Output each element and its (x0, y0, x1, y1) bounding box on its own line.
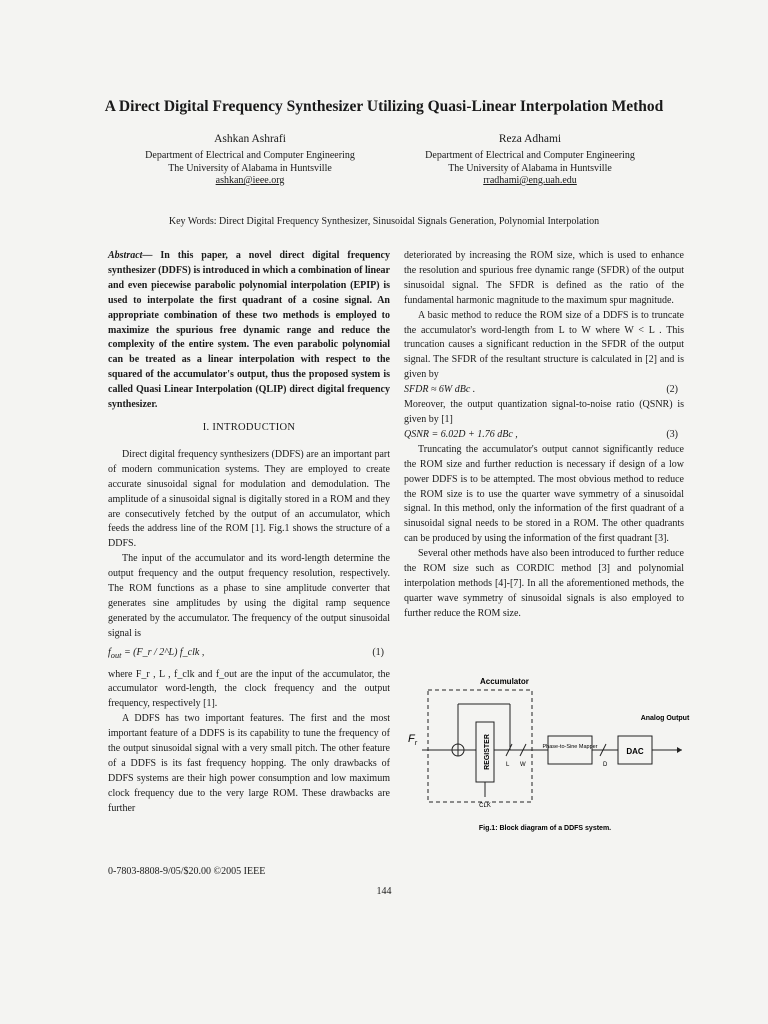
equation-2-number: (2) (666, 384, 678, 396)
section-heading-introduction: I. INTRODUCTION (202, 421, 296, 433)
author-email-1[interactable]: ashkan@ieee.org (215, 175, 285, 186)
equation-2-text: SFDR ≈ 6W dBc . (404, 384, 476, 396)
author-email-2[interactable]: rradhami@eng.uah.edu (483, 175, 577, 186)
author-name-1: Ashkan Ashrafi (214, 133, 286, 145)
intro-paragraph-3: where F_r , L , f_clk and f_out are the input of the accumulator, the accumulator word-length, the clock frequency and the output frequency, respectively [1]. (108, 668, 390, 710)
right-paragraph-1: deteriorated by increasing the ROM size, which is used to enhance the resolution and spurious free dynamic range (SFDR) of the output sinusoidal signal. The SFDR is defined as the ratio of the fundamental harmonic magnitude to the maximum spur magnitude. (404, 250, 684, 306)
intro-paragraph-2: The input of the accumulator and its word-length determine the output frequency and the output frequency resolution, respectively. The ROM functions as a phase to sine amplitude converter that generates sine amplitudes by using the digital ramp sequence generated by the accumulator. The frequency of the output sinusoidal signal is (108, 553, 390, 639)
author-affiliation-1 (130, 150, 370, 188)
equation-1 (108, 646, 390, 664)
keywords: Key Words: Direct Digital Frequency Synthesizer, Sinusoidal Signals Generation, Polynomial Interpolation (168, 216, 600, 227)
output-arrow-icon (677, 747, 682, 753)
paper-title: A Direct Digital Frequency Synthesizer Utilizing Quasi-Linear Interpolation Method (104, 98, 664, 115)
copyright-footer: 0-7803-8808-9/05/$20.00 ©2005 IEEE (108, 866, 266, 877)
author-affiliation-2 (405, 150, 655, 188)
analog-output-label: Analog Output (640, 715, 690, 722)
accumulator-label: Accumulator (480, 677, 529, 686)
equation-1-text: $f_{out}$ = (F_r / 2^L) f_clk , (108, 646, 205, 660)
right-paragraph-4: Truncating the accumulator's output cannot significantly reduce the ROM size and further reduction is necessary if design of a low power DDFS is to be attempted. The most obvious method to reduce the ROM size is to use the quarter wave symmetry of a sinusoidal signal. In this method, only the information of the first quadrant of a sinusoidal signal needs to be stored in a ROM. The other quadrants can be produced by using the information of the first quadrant [3]. (404, 443, 684, 545)
right-column (404, 249, 684, 622)
right-paragraph-3: Moreover, the output quantization signal-to-noise ratio (QSNR) is given by [1] (404, 399, 684, 425)
figure-1-block-diagram (400, 672, 690, 842)
right-paragraph-2: A basic method to reduce the ROM size of a DDFS is to truncate the accumulator's word-length from L to W where W < L . This truncation causes a significant reduction in the SFDR of the output signal. The SFDR of the resultant structure is calculated in [2] and is given by (404, 309, 684, 381)
abstract-text: In this paper, a novel direct digital frequency synthesizer (DDFS) is introduced in which a combination of linear and even piecewise parabolic polynomial interpolation (EPIP) is used to interpolate the first quadrant of a cosine signal. An appropriate combination of these two methods is employed to maximize the spurious free dynamic range and reduce the complexity of the entire system. The even parabolic polynomial can be treated as a linear interpolation with respect to the squared of the accumulator's output, thus the proposed system is called Quasi Linear Interpolation (QLIP) direct digital frequency synthesizer. (108, 250, 390, 411)
equation-2 (404, 383, 684, 398)
register-label: REGISTER (484, 734, 491, 770)
left-column (108, 249, 390, 817)
clk-label: CLK (479, 803, 491, 809)
mapper-label: Phase-to-Sine Mapper (542, 744, 598, 750)
equation-3 (404, 428, 684, 443)
equation-1-number: (1) (372, 646, 384, 658)
figure-1-caption: Fig.1: Block diagram of a DDFS system. (478, 825, 612, 832)
equation-3-text: QSNR = 6.02D + 1.76 dBc , (404, 428, 518, 440)
author-univ-1: The University of Alabama in Huntsville (168, 162, 332, 174)
bus-label-w: W (520, 762, 526, 768)
author-univ-2: The University of Alabama in Huntsville (448, 162, 612, 174)
equation-3-number: (3) (666, 428, 678, 440)
phase-to-sine-mapper-block (548, 736, 592, 764)
right-paragraph-5: Several other methods have also been introduced to further reduce the ROM size such as CORDIC method [3] and polynomial interpolation methods [4]-[7]. In all the aforementioned methods, the quarter wave symmetry of sinusoidal signals is also employed to further reduce the ROM size. (404, 548, 684, 619)
abstract-lead: Abstract— (108, 250, 153, 261)
dac-label: DAC (626, 747, 644, 756)
intro-paragraph-4: A DDFS has two important features. The first and the most important feature of a DDFS is its capability to tune the frequency of the output sinusoidal signal with a very small pitch. The other feature of a DDFS is its fast frequency hopping. The only drawbacks of DDFS systems are their high power consumption and low maximum clock frequency due to the very large ROM. These drawbacks are further (108, 713, 390, 814)
intro-paragraph-1: Direct digital frequency synthesizers (DDFS) are an important part of modern communication systems. They are employed to create accurate sinusoidal signal for modulation and demodulation. The amplitude of a sinusoidal signal is digitally stored in a ROM and they are consecutively fetched by the output of an accumulator, which feeds the address line of the ROM [1]. Fig.1 shows the structure of a DDFS. (108, 448, 390, 550)
author-dept-2: Department of Electrical and Computer Engineering (425, 150, 635, 161)
bus-label-d: D (603, 762, 608, 768)
author-name-2: Reza Adhami (498, 133, 562, 145)
input-label: $F_r$ (408, 733, 418, 747)
abstract (108, 249, 390, 413)
bus-label-l: L (506, 762, 510, 768)
accumulator-box (428, 690, 532, 802)
author-dept-1: Department of Electrical and Computer Engineering (145, 150, 355, 161)
page-number: 144 (376, 886, 392, 897)
